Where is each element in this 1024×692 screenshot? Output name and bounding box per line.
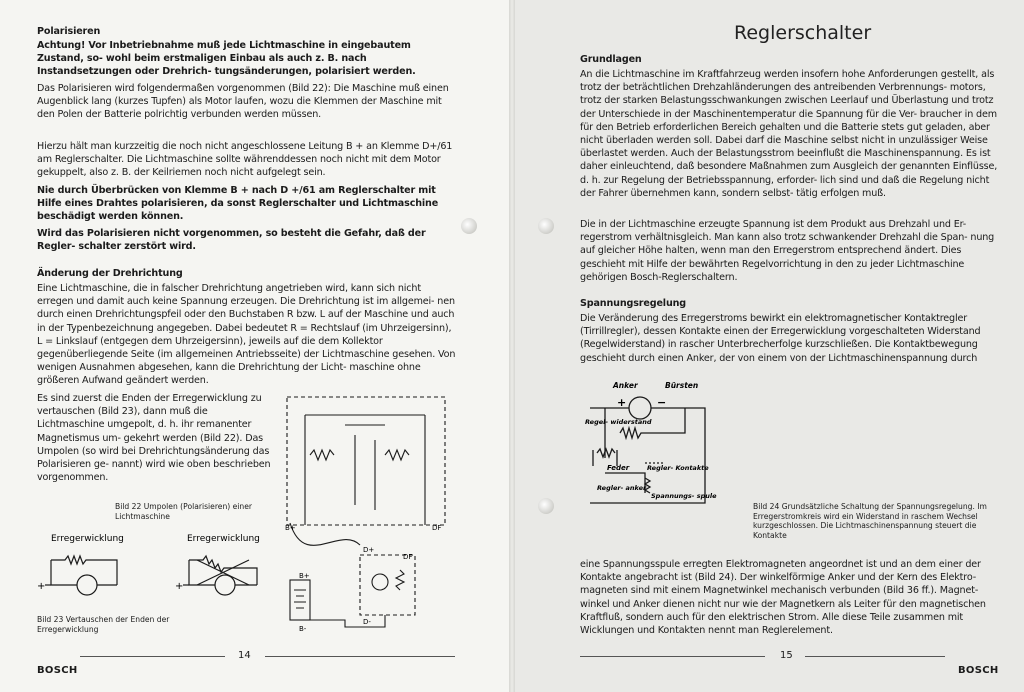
erreger-label-1: Erregerwicklung — [51, 534, 124, 544]
label-b-plus: B+ — [285, 524, 296, 532]
armature-symbol — [629, 397, 651, 419]
spannungsregelung-heading: Spannungsregelung — [580, 298, 687, 309]
paragraph-drehrichtung: Eine Lichtmaschine, die in falscher Drehrichtung angetrieben wird, kann sich nicht erregen und damit auch keine Spannung erzeugen. Die Drehrichtung ist im allgemei- nen durch einen Drehrichtungspfeil oder den Buchstaben R bzw. L auf der Maschine und auch in der Typenbezeichnung angegeben. Dabei bedeutet R = Rechtslauf (im Uhrzeigersinn), L = Linkslauf (entgegen dem Uhrzeigersinn), jeweils auf die dem Kollektor gegenüberliegende Seite (im allgemeinen Antriebsseite) der Lichtmaschine gesehen. Von wenigen Ausnahmen abgesehen, kann die Drehrichtung der Licht- maschine ohne größeren Aufwand geändert werden. — [37, 283, 456, 387]
label-spannungsspule: Spannungs- spule — [651, 492, 717, 500]
label-anker: Anker — [613, 381, 638, 390]
grundlagen-heading: Grundlagen — [580, 54, 642, 65]
regulator-housing — [287, 397, 445, 525]
regulator-leads — [305, 435, 425, 525]
label-regelwiderstand: Regel- widerstand — [585, 418, 652, 426]
label-d-plus: D+ — [363, 546, 375, 554]
bosch-logo-left: BOSCH — [37, 665, 78, 676]
punch-hole-left-1 — [461, 218, 477, 234]
winding-circuit-1 — [45, 556, 117, 595]
paragraph-grundlagen-2: Die in der Lichtmaschine erzeugte Spannung ist dem Produkt aus Drehzahl und Er- regerstrom verhältnisgleich. Man kann also trotz schwankender Drehzahl die Span- nung auf gleicher Höhe halten, wenn man den Erregerstrom entsprechend ändert. Dies geschieht mit Hilfe der bewährten Regelvorrichtung in den zu jeder Lichtmaschine gehörigen Bosch-Reglerschaltern. — [580, 219, 995, 283]
label-df: DF — [432, 524, 442, 532]
bild24-diagram — [585, 378, 735, 513]
footer-rule-right-a — [580, 656, 765, 657]
paragraph-polarisieren-1: Das Polarisieren wird folgendermaßen vorgenommen (Bild 22): Die Maschine muß einen Augenblick lang (kurzes Tupfen) als Motor laufen, wozu die Klemmen der Maschine mit den Polen der Batterie polrichtig verbunden werden müssen. — [37, 83, 449, 121]
plus-sign-2: + — [175, 581, 184, 592]
punch-hole-right-2 — [538, 498, 554, 514]
ground-lead — [310, 615, 385, 627]
paragraph-polarisieren-2: Hierzu hält man kurzzeitig die noch nicht angeschlossene Leitung B + an Klemme D+/61 am Reglerschalter. Die Lichtmaschine sollte währenddessen noch nicht mit dem Motor gekuppelt, also z. B. der Keilriemen noch nicht aufgelegt sein. — [37, 141, 453, 179]
battery — [290, 580, 310, 620]
label-feder: Feder — [607, 464, 630, 472]
paragraph-spannungsregelung-2: eine Spannungsspule erregten Elektromagneten angeordnet ist und an dem einer der Kontakte angebracht ist (Bild 24). Der winkelförmige Anker und der Kern des Elektro- magneten sind mit einem Magnetwinkel mechanisch verbunden (Bild 36 ff.). Magnet- winkel und Anker dienen nicht nur wie der Magnetkern als Leiter für den magnetischen Kraftfluß, sondern auch für den elektrischen Strom. Alle diese Teile zusammen mit Wicklungen und Kontakten nennt man Reglerelement. — [580, 559, 986, 637]
polarisieren-heading: Polarisieren — [37, 26, 101, 37]
label-b-plus-battery: B+ — [299, 572, 310, 580]
bild23-diagram — [37, 530, 277, 620]
winding-circuit-2 — [183, 556, 257, 595]
bild22-diagram — [285, 395, 450, 645]
polarize-lead — [290, 523, 360, 545]
generator-armature — [372, 574, 388, 590]
label-plus: + — [617, 396, 627, 409]
label-d-minus: D- — [363, 618, 371, 626]
feder-contact — [593, 408, 617, 466]
label-df-gen: DF — [403, 553, 413, 561]
bild24-caption: Bild 24 Grundsätzliche Schaltung der Spannungsregelung. Im Erregerstromkreis wird ein Widerstand in raschem Wechsel kurzgeschlossen. Die Lichtmaschinenspannung steuert die Kontakte — [753, 502, 987, 540]
paragraph-umpolen: Es sind zuerst die Enden der Erregerwicklung zu vertauschen (Bild 23), dann muß die Lichtmaschine umgepolt, d. h. ihr remanenter Magnetismus um- gekehrt werden (Bild 22). Das Umpolen (so wird bei Drehrichtungsänderung das Polarisieren ge- nannt) wird wie oben beschrieben vorgenommen. — [37, 393, 271, 484]
plus-sign-1: + — [37, 581, 46, 592]
bild23-caption: Bild 23 Vertauschen der Enden der Erregerwicklung — [37, 615, 170, 634]
page-title: Reglerschalter — [734, 22, 872, 44]
regulator-wiring — [305, 415, 425, 435]
bild22-caption: Bild 22 Umpolen (Polarisieren) einer Lichtmaschine — [115, 502, 253, 521]
page-number-right: 15 — [780, 650, 793, 661]
footer-rule-left-b — [265, 656, 455, 657]
warning-destroy-paragraph: Wird das Polarisieren nicht vorgenommen, so besteht die Gefahr, daß der Regler- schalter zerstört wird. — [37, 228, 426, 253]
warning-paragraph: Achtung! Vor Inbetriebnahme muß jede Lichtmaschine in eingebautem Zustand, so- wohl beim erstmaligen Einbau als auch z. B. nach Instandsetzungen oder Drehrich- tungsänderungen, polarisiert werden. — [37, 40, 416, 78]
label-reglerkontakte: Regler- Kontakte — [647, 464, 709, 472]
book-gutter — [509, 0, 515, 692]
paragraph-grundlagen-1: An die Lichtmaschine im Kraftfahrzeug werden insofern hohe Anforderungen gestellt, als trotz der beträchtlichen Drehzahländerungen des antreibenden Verbrennungs- motors, trotz der starken Belastungsschwankungen zwischen Leerlauf und Überlastung und trotz der Unterschiede in der Maschinentemperatur die Spannung für die Ver- braucher in dem für den Betrieb erforderlichen Bereich gehalten und die Batterie stets gut geladen, aber nicht überladen werden soll. Dabei darf die Maschine selbst nicht in unzulässiger Weise überlastet werden. Auch der Belastungsstrom beeinflußt die Maschinenspannung. Es ist daher einleuchtend, daß besondere Maßnahmen zum Ausgleich der genannten Einflüsse, d. h. zur Regelung der Betriebsspannung, erforder- lich sind und daß die Regelung nicht der Fahrer übernehmen kann, sondern selbst- tätig erfolgen muß. — [580, 69, 998, 199]
battery-cells — [294, 590, 306, 608]
bosch-logo-right: BOSCH — [958, 665, 999, 676]
label-buersten: Bürsten — [665, 381, 699, 390]
page-number-left: 14 — [238, 650, 251, 661]
label-regleranker: Regler- anker — [597, 484, 647, 492]
field-winding — [597, 449, 615, 457]
erreger-label-2: Erregerwicklung — [187, 534, 260, 544]
label-b-minus: B- — [299, 625, 307, 633]
label-minus: − — [657, 396, 667, 409]
generator-field-coil — [396, 570, 404, 590]
punch-hole-right-1 — [538, 218, 554, 234]
drehrichtung-heading: Änderung der Drehrichtung — [37, 268, 183, 279]
paragraph-spannungsregelung-1: Die Veränderung des Erregerstroms bewirkt ein elektromagnetischer Kontaktregler (Tirrillregler), dessen Kontakte einen der Erregerwicklung vorgeschalteten Widerstand (Regelwiderstand) in rascher Unterbrecherfolge kurzschließen. Die Kontaktbewegung geschieht durch einen Anker, der von einem von der Lichtmaschinenspannung durch — [580, 313, 981, 364]
footer-rule-left-a — [80, 656, 225, 657]
footer-rule-right-b — [805, 656, 945, 657]
regulator-coils — [310, 450, 409, 460]
warning-bridge-paragraph: Nie durch Überbrücken von Klemme B + nach D +/61 am Reglerschalter mit Hilfe eines Drahtes polarisieren, da sonst Reglerschalter und Lichtmaschine beschädigt werden können. — [37, 185, 439, 223]
